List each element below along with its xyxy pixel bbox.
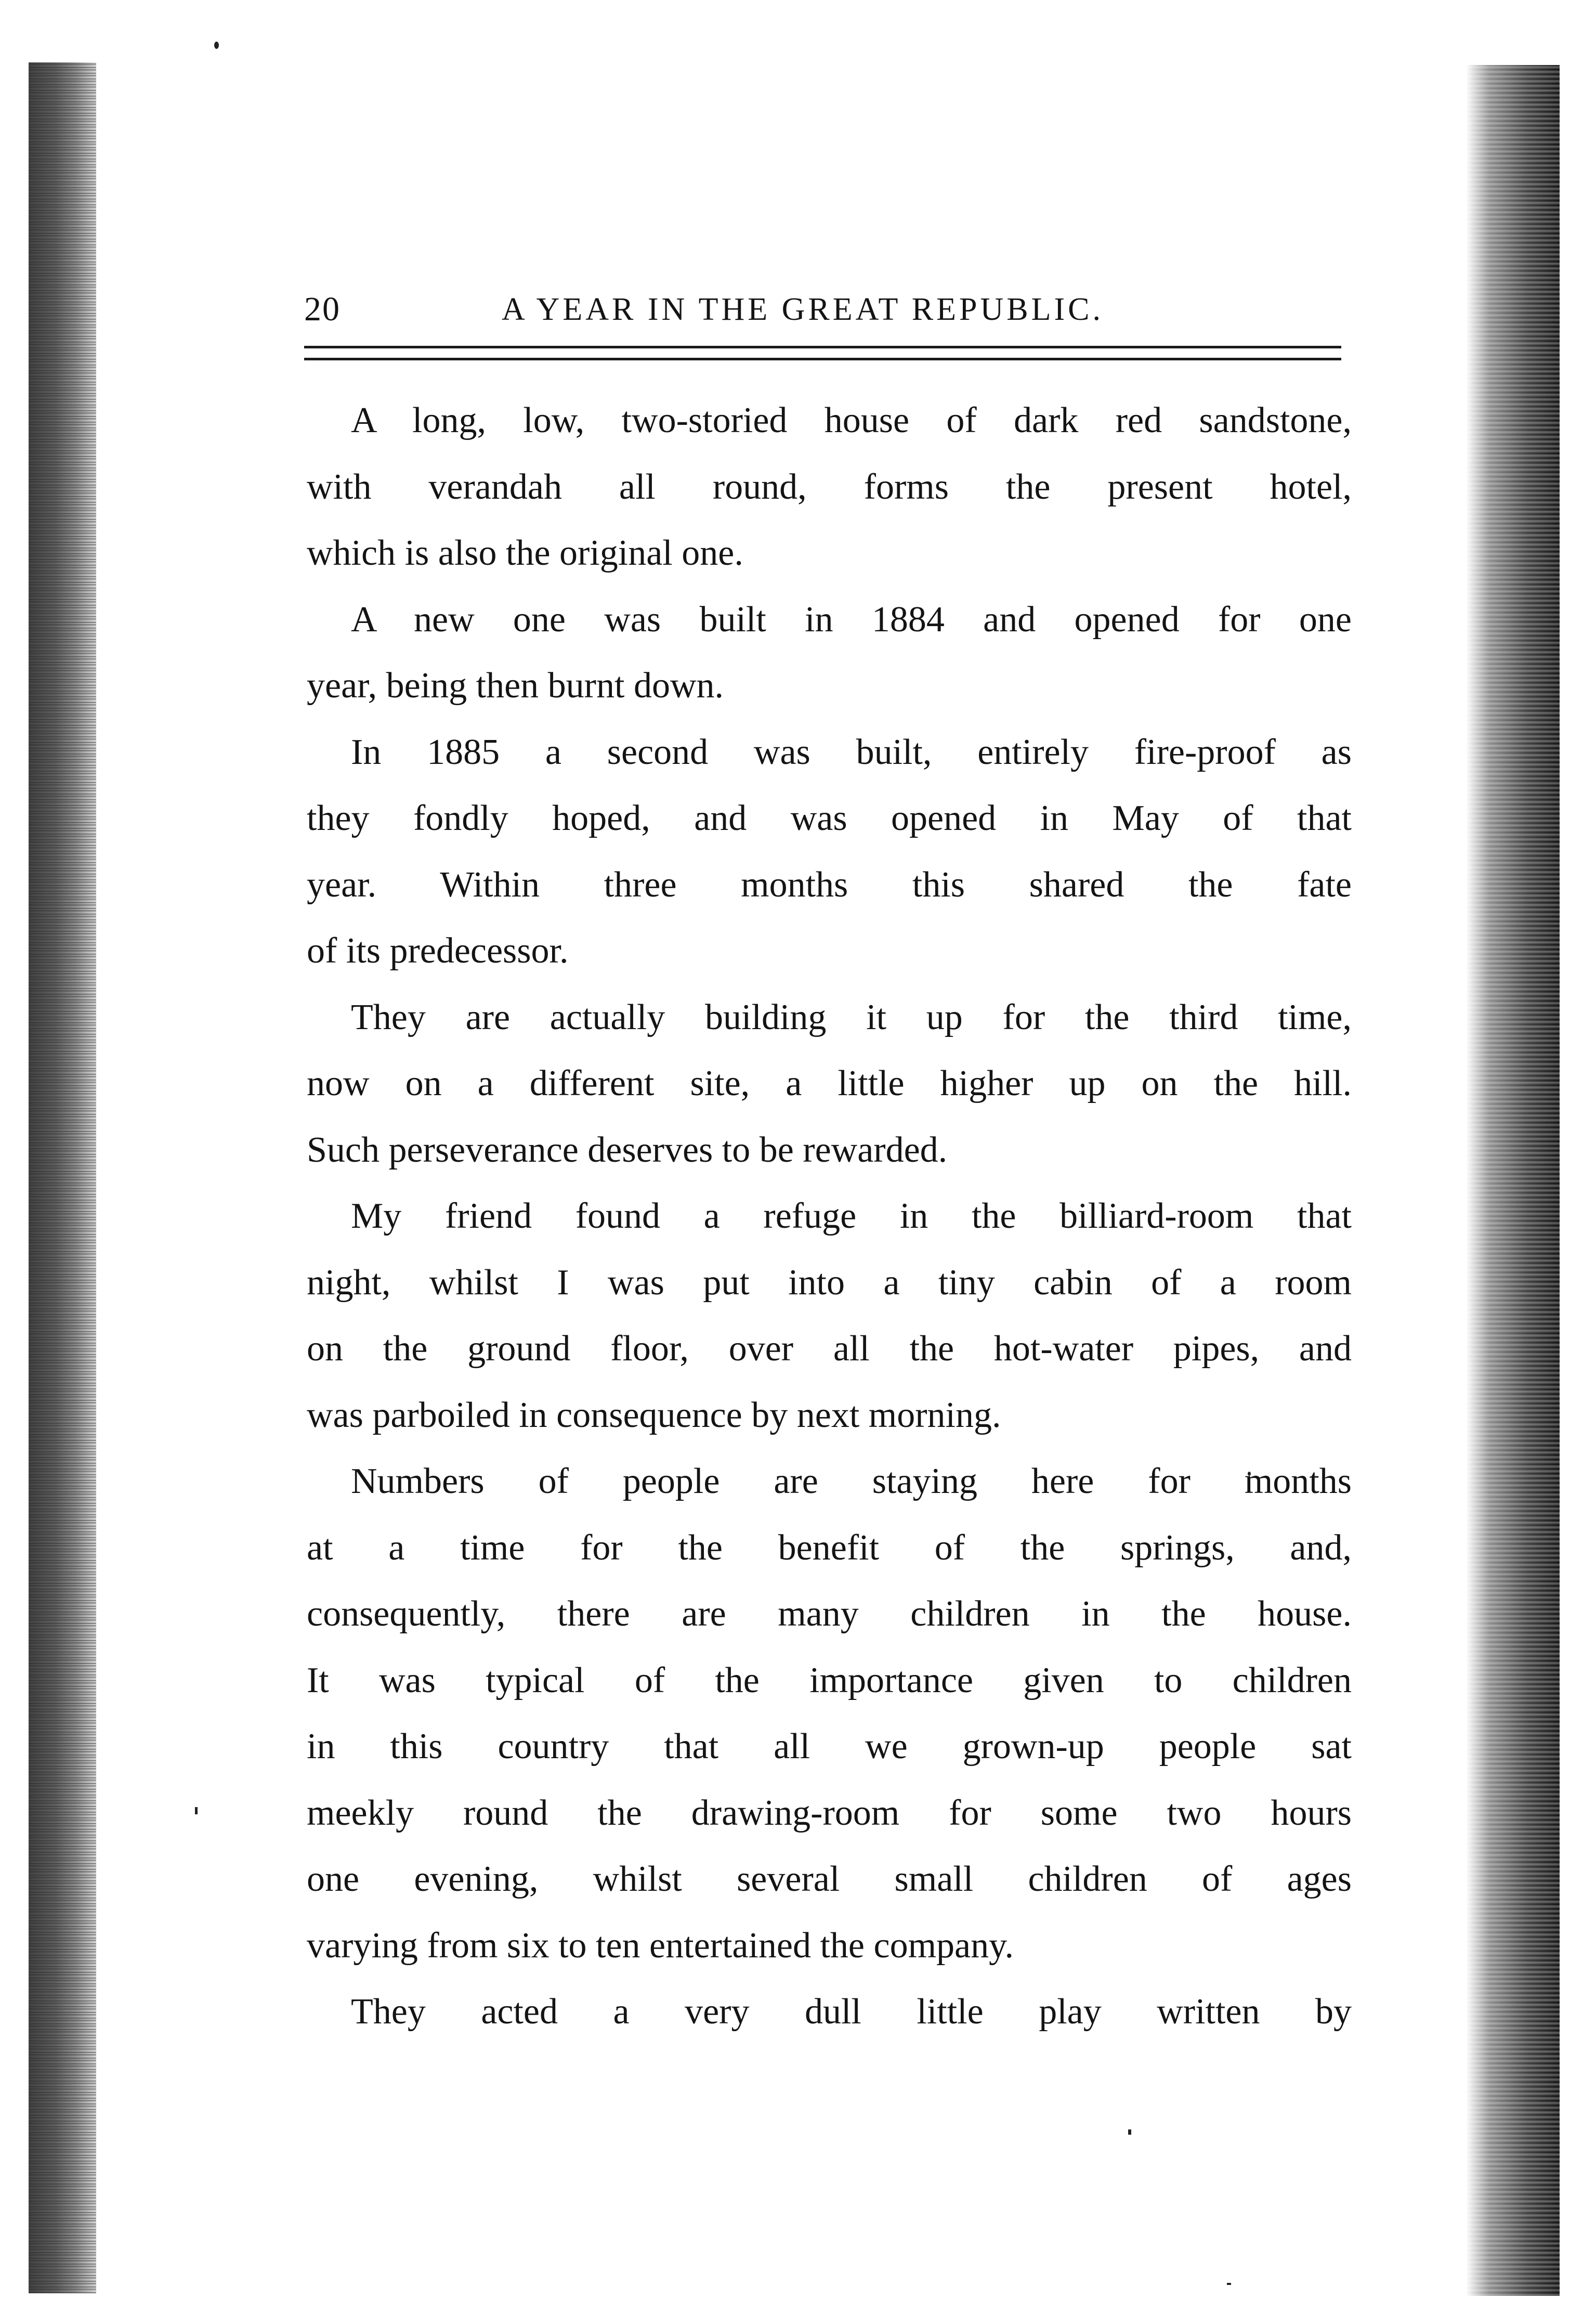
scan-left-edge — [29, 62, 96, 2293]
text-line: on the ground floor, over all the hot-water pipes, and — [307, 1329, 1352, 1369]
header-double-rule — [304, 346, 1341, 360]
text-line: was parboiled in consequence by next morning. — [307, 1395, 1001, 1435]
running-head — [304, 281, 1344, 338]
text-line: at a time for the benefit of the springs, and, — [307, 1527, 1352, 1568]
text-line: In 1885 a second was built, entirely fire-proof as — [351, 732, 1352, 772]
scan-speck — [195, 1807, 198, 1814]
text-line: They acted a very dull little play written by — [351, 1992, 1352, 2032]
text-line: Such perseverance deserves to be rewarded. — [307, 1129, 948, 1170]
text-line: consequently, there are many children in the house. — [307, 1594, 1352, 1634]
body-text — [307, 387, 1352, 2045]
text-line: varying from six to ten entertained the company. — [307, 1925, 1014, 1966]
text-line: My friend found a refuge in the billiard-room that — [351, 1196, 1352, 1236]
text-line: one evening, whilst several small children of ages — [307, 1859, 1352, 1899]
text-line: they fondly hoped, and was opened in May of that — [307, 798, 1352, 838]
scan-speck — [1128, 2129, 1131, 2135]
text-line: night, whilst I was put into a tiny cabin of a room — [307, 1262, 1352, 1303]
text-line: year, being then burnt down. — [307, 666, 724, 706]
text-line: They are actually building it up for the third time, — [351, 997, 1352, 1037]
page-number: 20 — [304, 290, 341, 328]
text-line: with verandah all round, forms the present hotel, — [307, 466, 1352, 507]
scan-speck — [214, 42, 219, 49]
text-line: It was typical of the importance given to children — [307, 1660, 1352, 1700]
text-line: Numbers of people are staying here for months — [351, 1461, 1352, 1501]
text-line: in this country that all we grown-up people sat — [307, 1726, 1352, 1767]
text-line: of its predecessor. — [307, 931, 569, 971]
text-line: year. Within three months this shared the fate — [307, 864, 1352, 905]
scan-right-edge — [1466, 65, 1560, 2296]
text-line: meekly round the drawing-room for some two hours — [307, 1793, 1352, 1833]
text-line: A new one was built in 1884 and opened for one — [351, 599, 1352, 640]
text-line: A long, low, two-storied house of dark red sandstone, — [351, 400, 1352, 440]
running-head-title: A YEAR IN THE GREAT REPUBLIC. — [502, 292, 1104, 327]
scan-speck — [1227, 2283, 1231, 2285]
text-line: now on a different site, a little higher up on the hill. — [307, 1063, 1352, 1103]
text-line: which is also the original one. — [307, 533, 743, 573]
